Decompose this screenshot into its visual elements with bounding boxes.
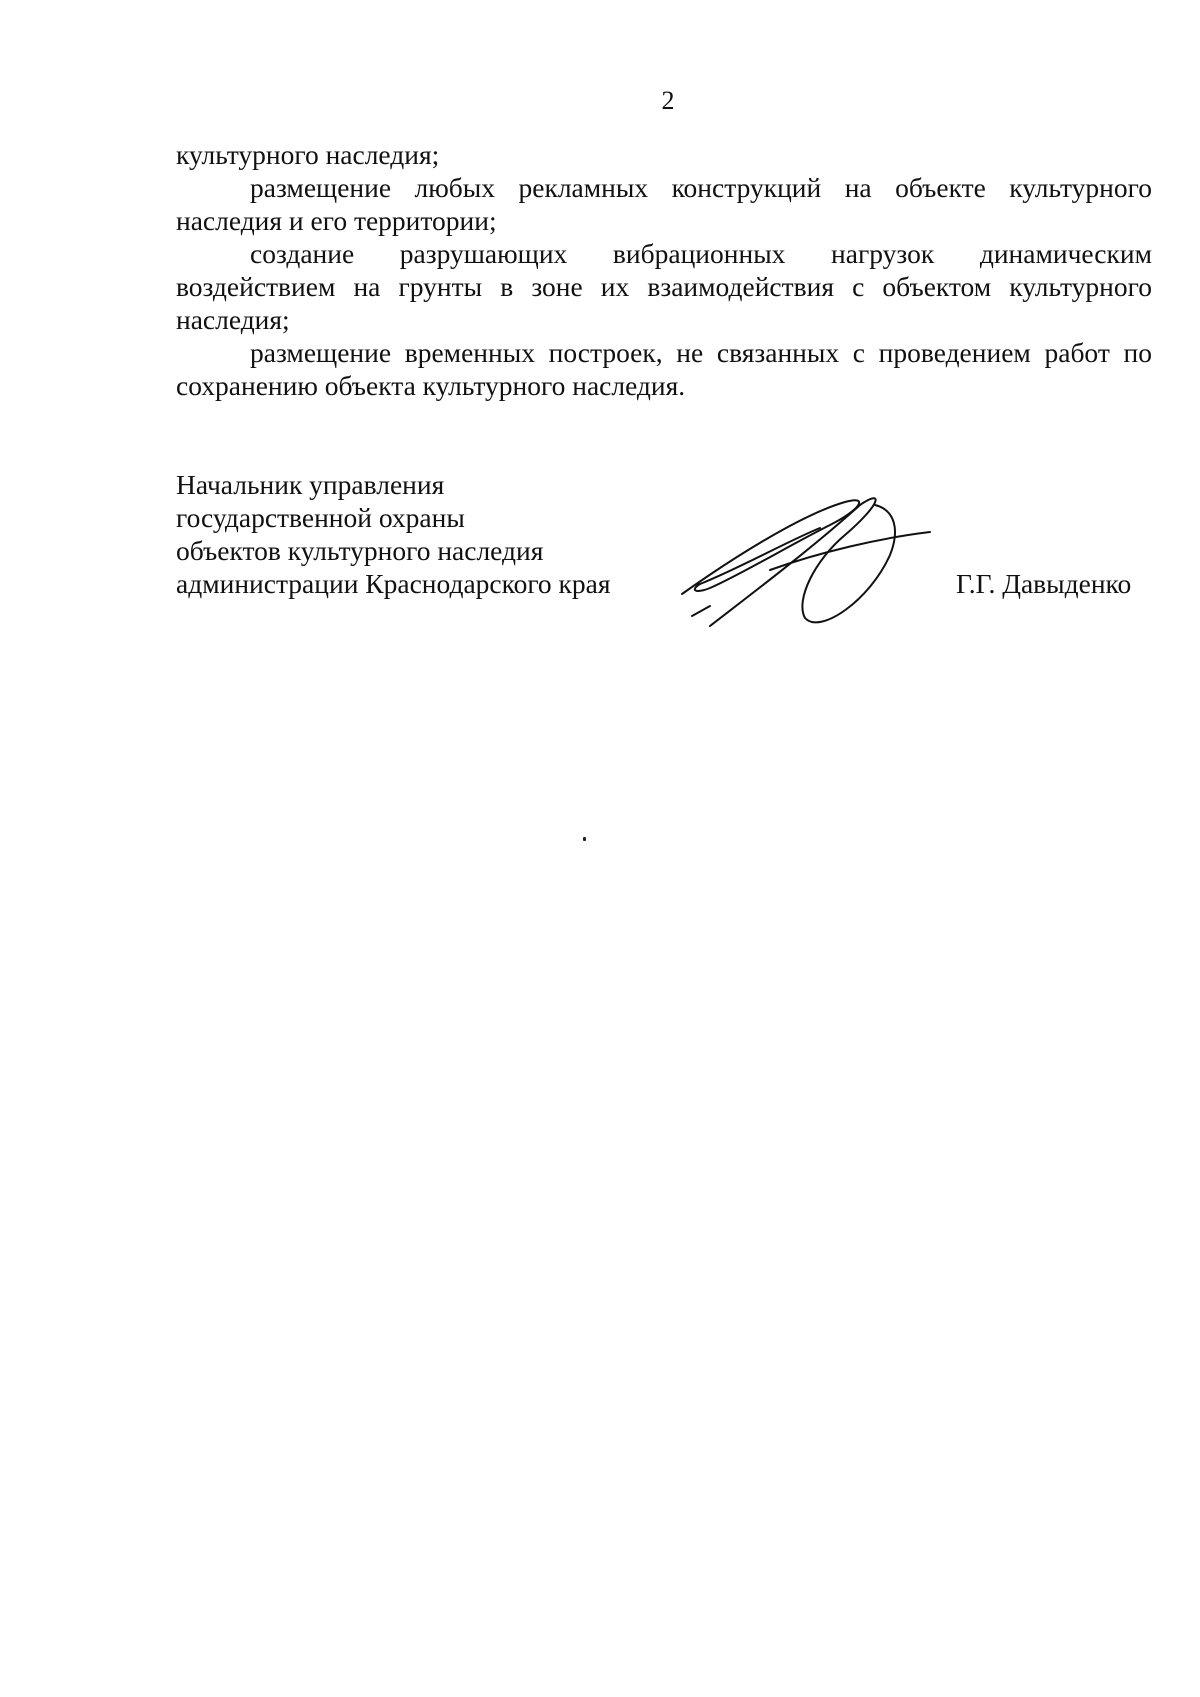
handwritten-signature (670, 490, 950, 640)
position-line: государственной охраны (176, 502, 465, 533)
page-number: 2 (661, 86, 675, 115)
body-paragraph: размещение временных построек, не связанных с проведением работ по сохранению объекта культурного наследия. (176, 337, 1152, 401)
body-paragraph: размещение любых рекламных конструкций на объекте культурного наследия и его территории; (176, 172, 1152, 236)
signatory-position (176, 468, 611, 600)
body-paragraph: создание разрушающих вибрационных нагрузок динамическим воздействием на грунты в зоне их взаимодействия с объектом культурного наследия; (176, 238, 1152, 335)
body-paragraph: культурного наследия; (176, 139, 440, 170)
position-line: Начальник управления (176, 469, 445, 500)
signer-name: Г.Г. Давыденко (956, 568, 1132, 599)
position-line: объектов культурного наследия (176, 535, 544, 566)
document-body (176, 138, 1152, 402)
position-line: администрации Краснодарского края (176, 568, 611, 599)
scan-speck (583, 837, 586, 841)
